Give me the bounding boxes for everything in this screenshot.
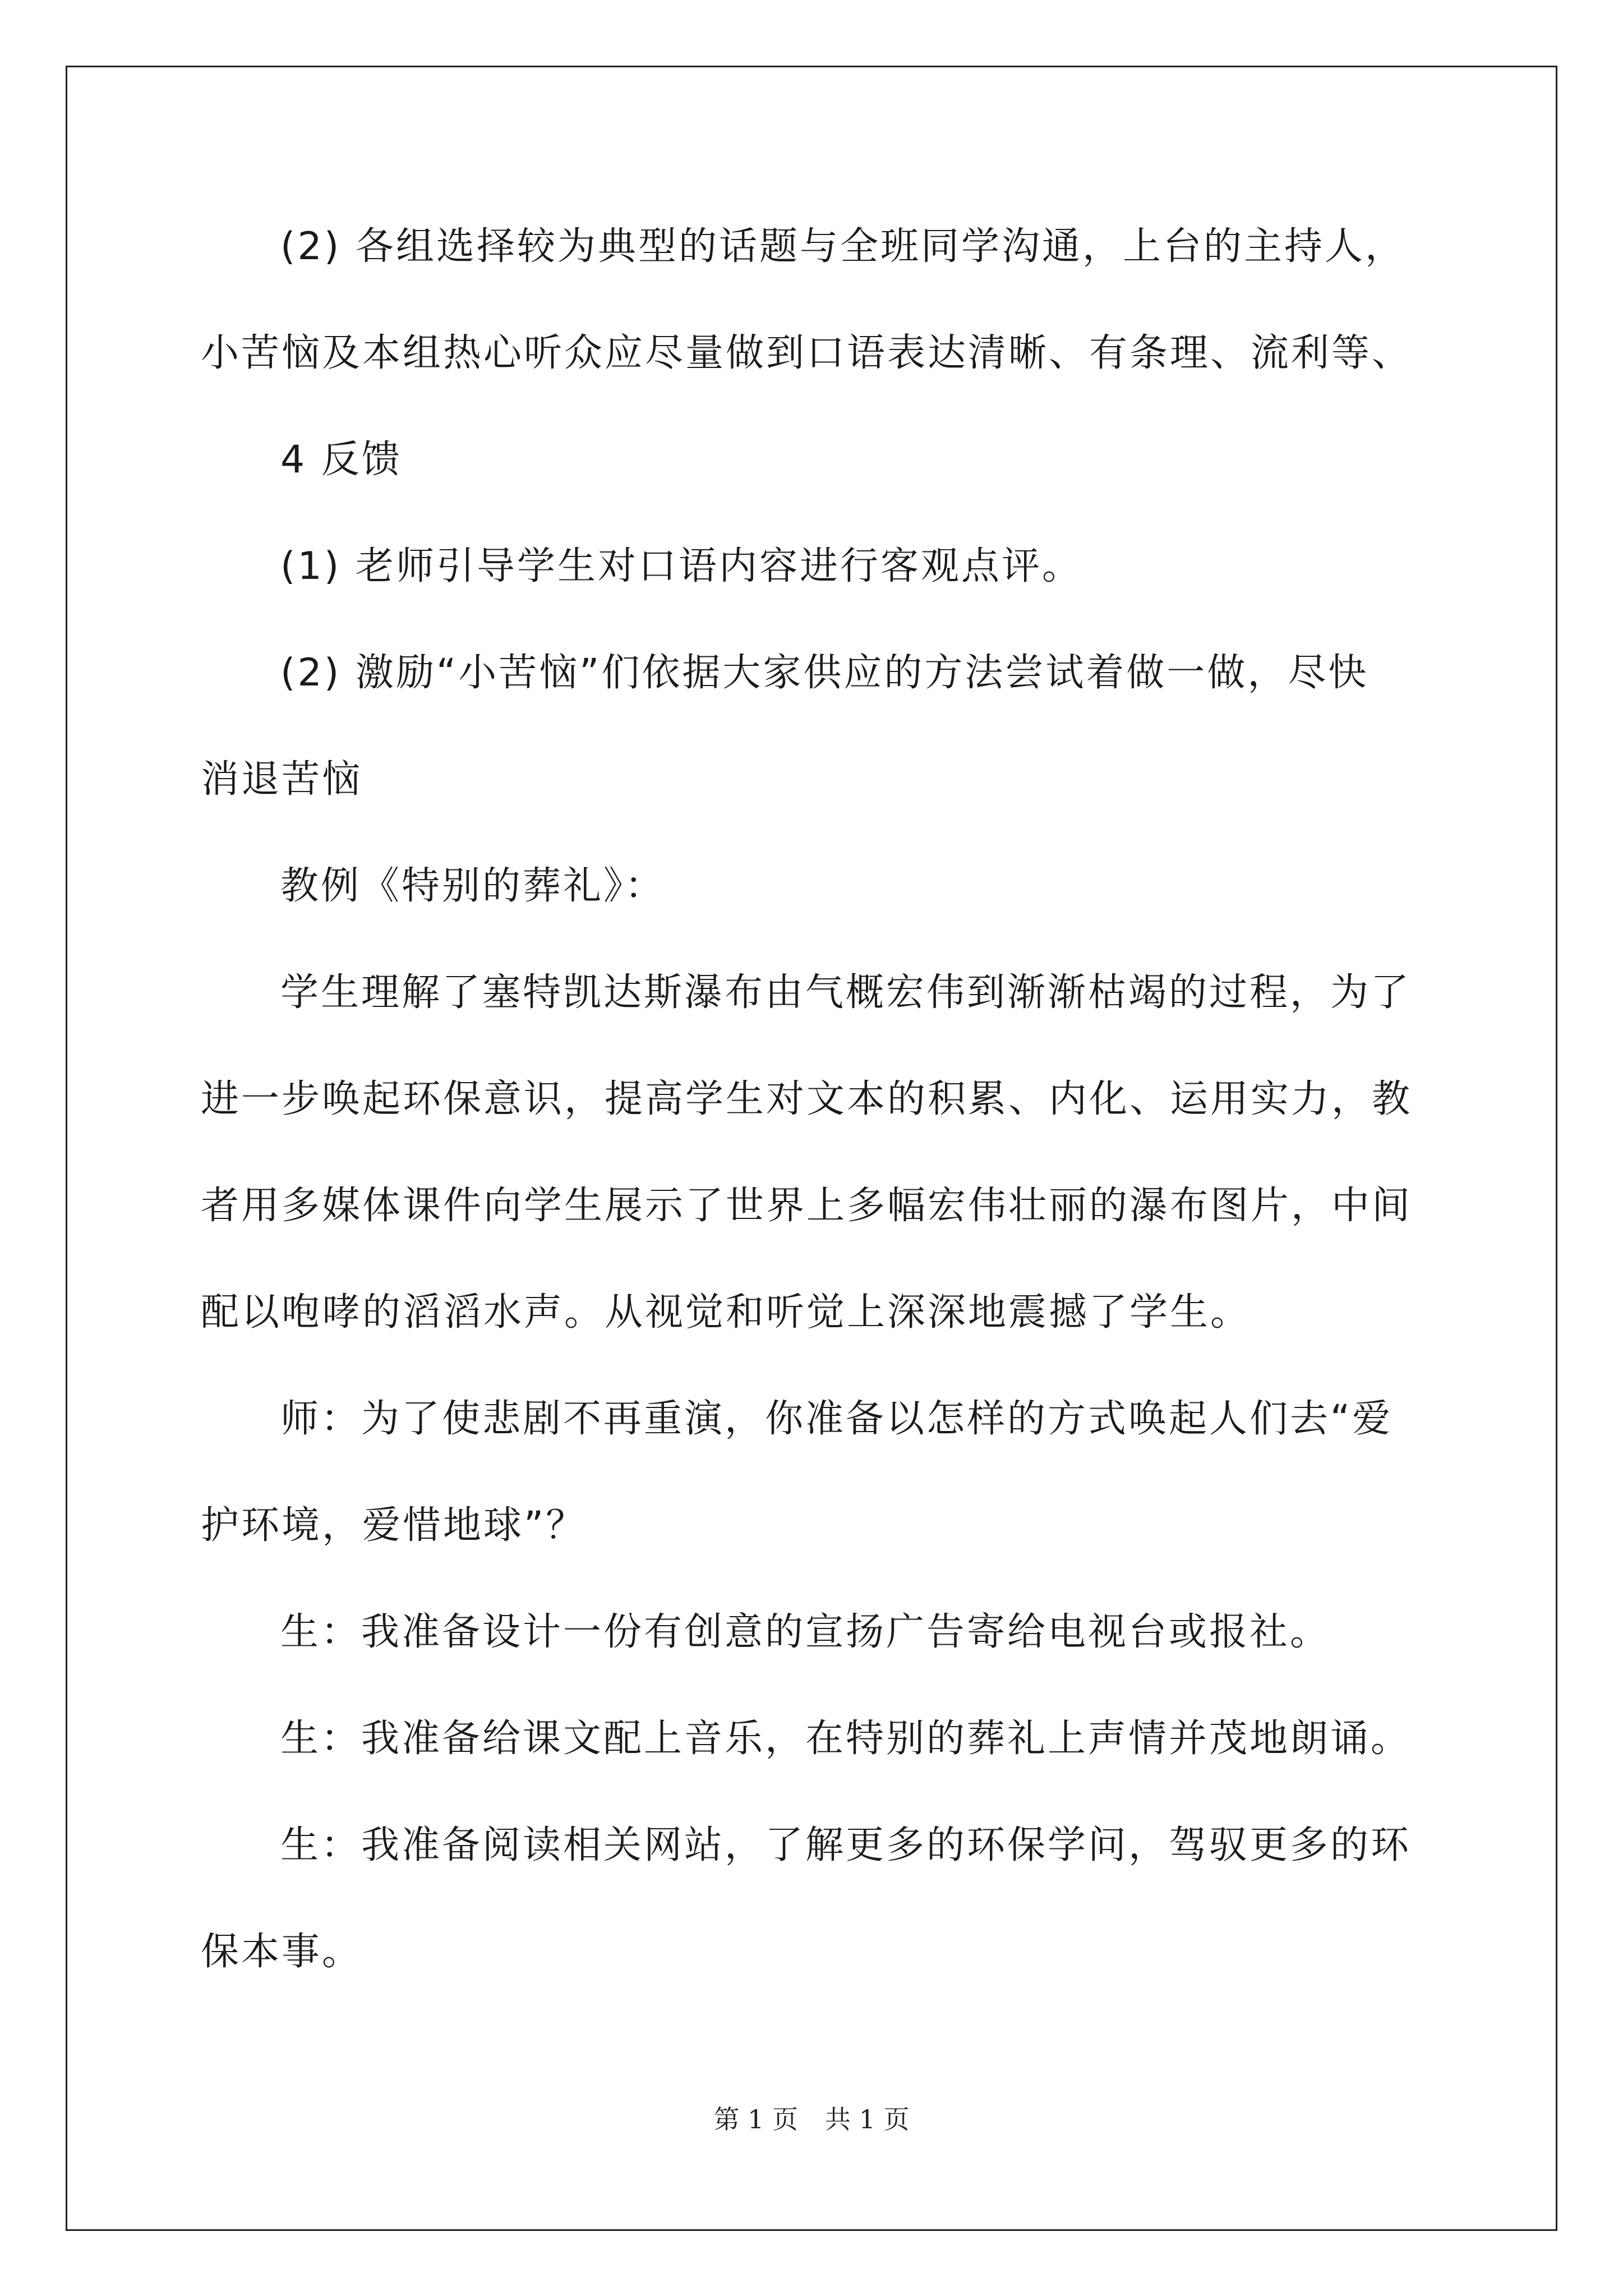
text-line: 护环境，爱惜地球”？ <box>201 1503 587 1548</box>
text-line: (2) 激励“小苦恼”们依据大家供应的方法尝试着做一做，尽快 <box>280 651 1369 695</box>
page-number: 第 1 页 <box>713 2104 798 2134</box>
text-line: 小苦恼及本组热心听众应尽量做到口语表达清晰、有条理、流利等、 <box>201 331 1413 375</box>
text-line: 师：为了使悲剧不再重演，你准备以怎样的方式唤起人们去“爱 <box>280 1397 1393 1441</box>
text-line: 保本事。 <box>201 1930 363 1974</box>
text-line: 教例《特别的葬礼》： <box>280 864 666 908</box>
text-line: 4 反馈 <box>280 438 402 482</box>
text-line: (1) 老师引导学生对口语内容进行客观点评。 <box>280 544 1082 588</box>
page-footer <box>0 2102 1623 2136</box>
text-line: 进一步唤起环保意识，提高学生对文本的积累、内化、运用实力，教 <box>201 1077 1413 1121</box>
text-line: 生：我准备给课文配上音乐，在特别的葬礼上声情并茂地朗诵。 <box>280 1717 1412 1761</box>
page-total: 共 1 页 <box>825 2104 910 2134</box>
text-line: 生：我准备阅读相关网站，了解更多的环保学问，驾驭更多的环 <box>280 1823 1412 1867</box>
text-line: (2) 各组选择较为典型的话题与全班同学沟通，上台的主持人， <box>280 224 1405 269</box>
text-line: 消退苦恼 <box>201 757 363 802</box>
text-line: 生：我准备设计一份有创意的宣扬广告寄给电视台或报社。 <box>280 1610 1331 1654</box>
text-line: 配以咆哮的滔滔水声。从视觉和听觉上深深地震撼了学生。 <box>201 1290 1251 1335</box>
page-border <box>66 66 1557 2231</box>
text-line: 学生理解了塞特凯达斯瀑布由气概宏伟到渐渐枯竭的过程，为了 <box>280 970 1412 1015</box>
text-line: 者用多媒体课件向学生展示了世界上多幅宏伟壮丽的瀑布图片，中间 <box>201 1184 1413 1228</box>
